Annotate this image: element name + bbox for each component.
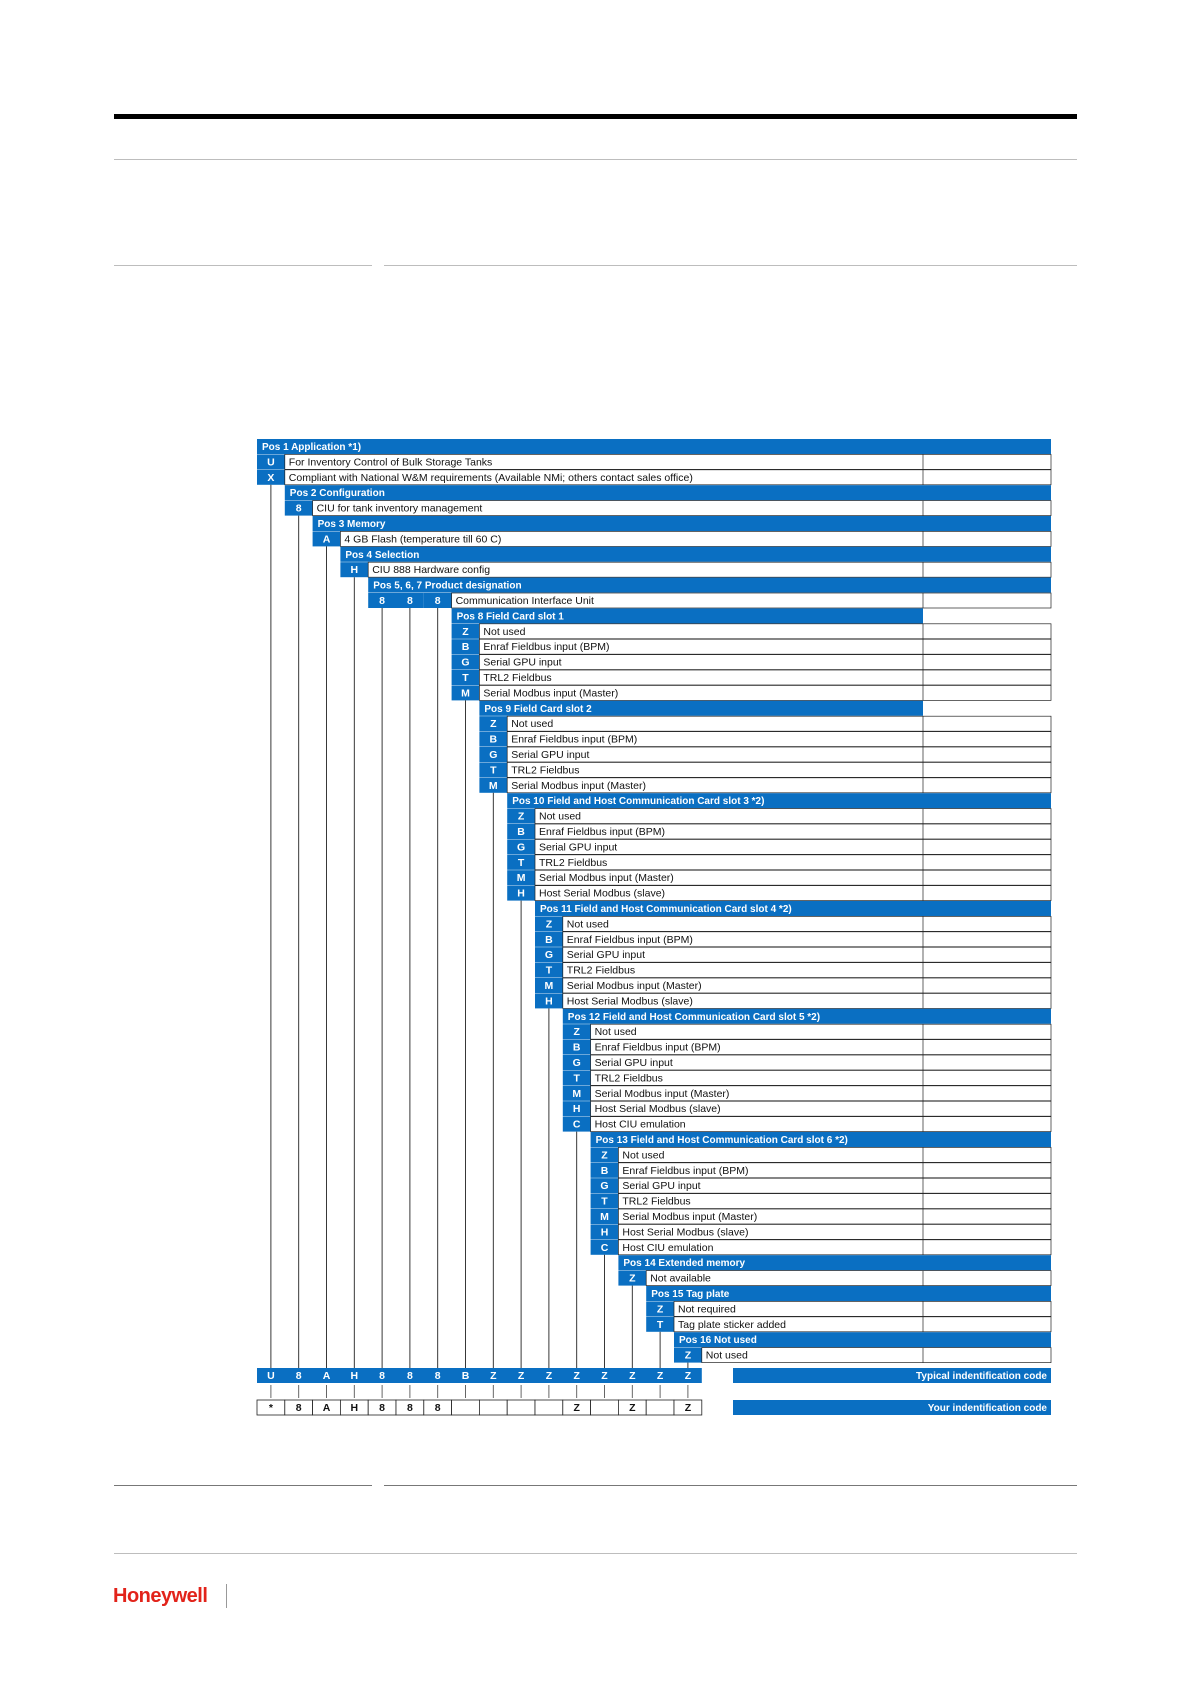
option-row	[702, 1348, 1051, 1363]
option-text: Serial GPU input	[483, 656, 562, 669]
option-text: Tag plate sticker added	[678, 1318, 786, 1331]
option-text: Not used	[483, 625, 526, 638]
option-text: Serial Modbus input (Master)	[622, 1211, 758, 1223]
option-text: Serial Modbus input (Master)	[594, 1087, 730, 1100]
your-code-letter: 8	[379, 1402, 386, 1414]
option-text: Serial Modbus input (Master)	[483, 687, 619, 700]
typical-code-letter: Z	[573, 1370, 580, 1382]
option-text: Host CIU emulation	[622, 1241, 714, 1254]
typical-code-letter: Z	[656, 1370, 664, 1382]
your-code-cell	[591, 1400, 619, 1415]
your-code-cell	[507, 1400, 535, 1415]
option-text: Serial GPU input	[622, 1180, 701, 1193]
your-code-letter: 8	[295, 1402, 302, 1414]
code-letter: H	[350, 564, 359, 577]
code-letter: T	[573, 1072, 580, 1085]
typical-code-letter: 8	[434, 1370, 441, 1382]
option-text: TRL2 Fieldbus	[511, 764, 580, 777]
code-letter: C	[600, 1241, 609, 1254]
code-letter: T	[462, 672, 469, 684]
code-letter: Z	[573, 1026, 580, 1039]
code-letter: G	[572, 1057, 581, 1069]
code-letter: M	[544, 980, 554, 992]
option-text: Compliant with National W&M requirements (Available NMi; others contact sales office)	[288, 471, 693, 484]
section-title: Pos 10 Field and Host Communication Card slot 3 *2)	[512, 796, 765, 808]
option-row	[535, 809, 1051, 824]
code-letter: G	[517, 841, 526, 854]
typical-code-letter: 8	[406, 1370, 413, 1382]
code-letter: G	[461, 656, 470, 669]
option-text: TRL2 Fieldbus	[539, 856, 608, 869]
code-letter: M	[516, 872, 526, 885]
option-text: CIU for tank inventory management	[316, 502, 483, 515]
section-title: Pos 12 Field and Host Communication Card slot 5 *2)	[567, 1011, 821, 1023]
option-row	[563, 963, 1051, 978]
your-code-cell	[479, 1400, 507, 1415]
option-text: Not used	[622, 1149, 665, 1162]
your-code-letter: *	[268, 1402, 273, 1414]
option-text: Enraf Fieldbus input (BPM)	[483, 641, 610, 654]
option-row	[479, 655, 1051, 670]
section-header	[313, 516, 1051, 531]
your-code-letter: A	[322, 1402, 331, 1414]
option-text: Host Serial Modbus (slave)	[594, 1103, 721, 1116]
your-code-letter: H	[350, 1402, 359, 1414]
code-letter: H	[600, 1226, 609, 1239]
section-title: Pos 15 Tag plate	[651, 1289, 730, 1300]
typical-code-letter: Z	[490, 1370, 497, 1382]
code-letter: T	[545, 964, 553, 977]
footer-separator	[226, 1584, 227, 1608]
code-letter: T	[601, 1195, 608, 1208]
section-header	[285, 485, 1051, 500]
option-row	[591, 1024, 1051, 1039]
option-text: Not used	[705, 1349, 748, 1362]
code-letter: H	[545, 995, 553, 1008]
code-letter: B	[600, 1164, 609, 1177]
code-letter: B	[572, 1041, 581, 1054]
option-text: Serial GPU input	[539, 841, 618, 854]
code-letter: M	[488, 779, 498, 792]
code-letter: 8	[406, 595, 413, 607]
typical-code-letter: Z	[684, 1370, 692, 1382]
option-text: Serial GPU input	[511, 749, 590, 761]
section-title: Pos 1 Application *1)	[262, 442, 362, 453]
option-text: Serial Modbus input (Master)	[566, 980, 702, 992]
your-code-letter: 8	[406, 1402, 413, 1414]
option-text: 4 GB Flash (temperature till 60 C)	[344, 533, 502, 546]
option-text: Not used	[539, 810, 582, 823]
code-letter: Z	[629, 1272, 636, 1285]
code-letter: G	[600, 1180, 609, 1193]
option-text: Serial Modbus input (Master)	[511, 779, 647, 792]
code-letter: 8	[434, 595, 441, 607]
code-letter: G	[489, 749, 498, 761]
code-letter: Z	[462, 625, 469, 638]
option-text: Enraf Fieldbus input (BPM)	[566, 933, 693, 946]
option-text: Communication Interface Unit	[455, 595, 594, 607]
code-letter: Z	[517, 810, 525, 823]
typical-code-letter: 8	[295, 1370, 302, 1382]
section-title: Pos 16 Not used	[679, 1335, 757, 1347]
code-letter: Z	[545, 918, 553, 931]
option-text: TRL2 Fieldbus	[594, 1072, 663, 1085]
your-code-letter: 8	[434, 1402, 441, 1414]
option-text: TRL2 Fieldbus	[566, 964, 636, 977]
code-letter: 8	[379, 595, 386, 607]
option-text: Host Serial Modbus (slave)	[539, 887, 666, 900]
code-letter: B	[461, 641, 470, 654]
section-title: Pos 3 Memory	[317, 519, 386, 530]
option-text: For Inventory Control of Bulk Storage Tanks	[288, 456, 493, 469]
option-text: Enraf Fieldbus input (BPM)	[539, 826, 666, 838]
option-text: Host Serial Modbus (slave)	[566, 995, 693, 1008]
typical-code-letter: 8	[379, 1370, 386, 1382]
code-letter: Z	[656, 1303, 664, 1316]
honeywell-logo: Honeywell	[113, 1585, 208, 1607]
code-letter: T	[656, 1318, 664, 1331]
your-code-cell	[646, 1400, 674, 1415]
typical-code-letter: Z	[545, 1370, 553, 1382]
code-letter: M	[461, 687, 470, 700]
typical-code-label: Typical indentification code	[916, 1371, 1047, 1382]
bottom-rule-right	[384, 1485, 1077, 1486]
section-title: Pos 2 Configuration	[289, 488, 385, 500]
option-row	[479, 624, 1051, 639]
code-letter: X	[267, 471, 275, 484]
code-letter: T	[490, 764, 497, 777]
option-row	[507, 762, 1051, 777]
your-code-letter: Z	[684, 1402, 692, 1414]
your-code-cell	[452, 1400, 480, 1415]
option-text: Not available	[650, 1272, 711, 1285]
option-row	[479, 670, 1051, 685]
option-text: Host Serial Modbus (slave)	[622, 1226, 749, 1239]
option-row	[618, 1147, 1051, 1162]
typical-code-letter: U	[267, 1370, 275, 1382]
option-text: Serial GPU input	[566, 949, 646, 962]
option-text: Not used	[566, 918, 609, 931]
section-title: Pos 11 Field and Host Communication Card slot 4 *2)	[540, 904, 792, 915]
your-code-label: Your indentification code	[927, 1403, 1047, 1414]
option-text: Enraf Fieldbus input (BPM)	[511, 733, 638, 746]
your-code-letter: Z	[629, 1402, 636, 1414]
your-code-letter: Z	[573, 1402, 580, 1414]
option-row	[507, 716, 1051, 731]
section-title: Pos 13 Field and Host Communication Card slot 6 *2)	[595, 1135, 848, 1146]
code-letter: M	[600, 1211, 609, 1223]
option-text: Not used	[511, 718, 554, 731]
option-text: Host CIU emulation	[594, 1118, 686, 1131]
code-letter: B	[545, 933, 553, 946]
option-text: Enraf Fieldbus input (BPM)	[622, 1164, 749, 1177]
section-title: Pos 9 Field Card slot 2	[484, 703, 592, 715]
section-title: Pos 5, 6, 7 Product designation	[373, 580, 522, 592]
code-letter: Z	[684, 1349, 692, 1362]
code-letter: G	[544, 949, 553, 962]
section-header	[257, 439, 1051, 454]
option-row	[535, 855, 1051, 870]
code-letter: B	[517, 826, 525, 838]
option-text: CIU 888 Hardware config	[372, 564, 491, 577]
code-letter: C	[572, 1118, 581, 1131]
typical-code-letter: Z	[601, 1370, 608, 1382]
section-header	[340, 547, 1051, 562]
bottom-rule-left	[114, 1485, 372, 1486]
code-letter: 8	[295, 502, 302, 515]
code-letter: M	[572, 1087, 582, 1100]
code-letter: H	[572, 1103, 581, 1116]
section-title: Pos 8 Field Card slot 1	[456, 611, 564, 623]
code-letter: B	[489, 733, 498, 746]
code-letter: U	[267, 456, 275, 469]
code-letter: T	[517, 856, 525, 869]
typical-code-letter: Z	[629, 1370, 636, 1382]
option-text: Not used	[594, 1026, 637, 1039]
section-title: Pos 4 Selection	[345, 549, 420, 561]
typical-code-letter: H	[350, 1370, 359, 1382]
typical-code-letter: Z	[517, 1370, 525, 1382]
option-text: Serial GPU input	[594, 1057, 673, 1069]
your-code-cell	[535, 1400, 563, 1415]
option-text: Not required	[678, 1303, 736, 1316]
option-text: Enraf Fieldbus input (BPM)	[594, 1041, 721, 1054]
footer-rule	[114, 1553, 1077, 1554]
code-letter: A	[322, 533, 331, 546]
code-letter: H	[517, 887, 525, 900]
section-title: Pos 14 Extended memory	[623, 1258, 746, 1270]
code-letter: Z	[490, 718, 497, 731]
typical-code-letter: A	[322, 1370, 331, 1382]
code-letter: Z	[601, 1149, 608, 1162]
option-row	[563, 916, 1051, 931]
option-text: TRL2 Fieldbus	[483, 672, 552, 684]
option-text: Serial Modbus input (Master)	[539, 872, 674, 885]
option-text: TRL2 Fieldbus	[622, 1195, 691, 1208]
typical-code-letter: B	[461, 1370, 470, 1382]
